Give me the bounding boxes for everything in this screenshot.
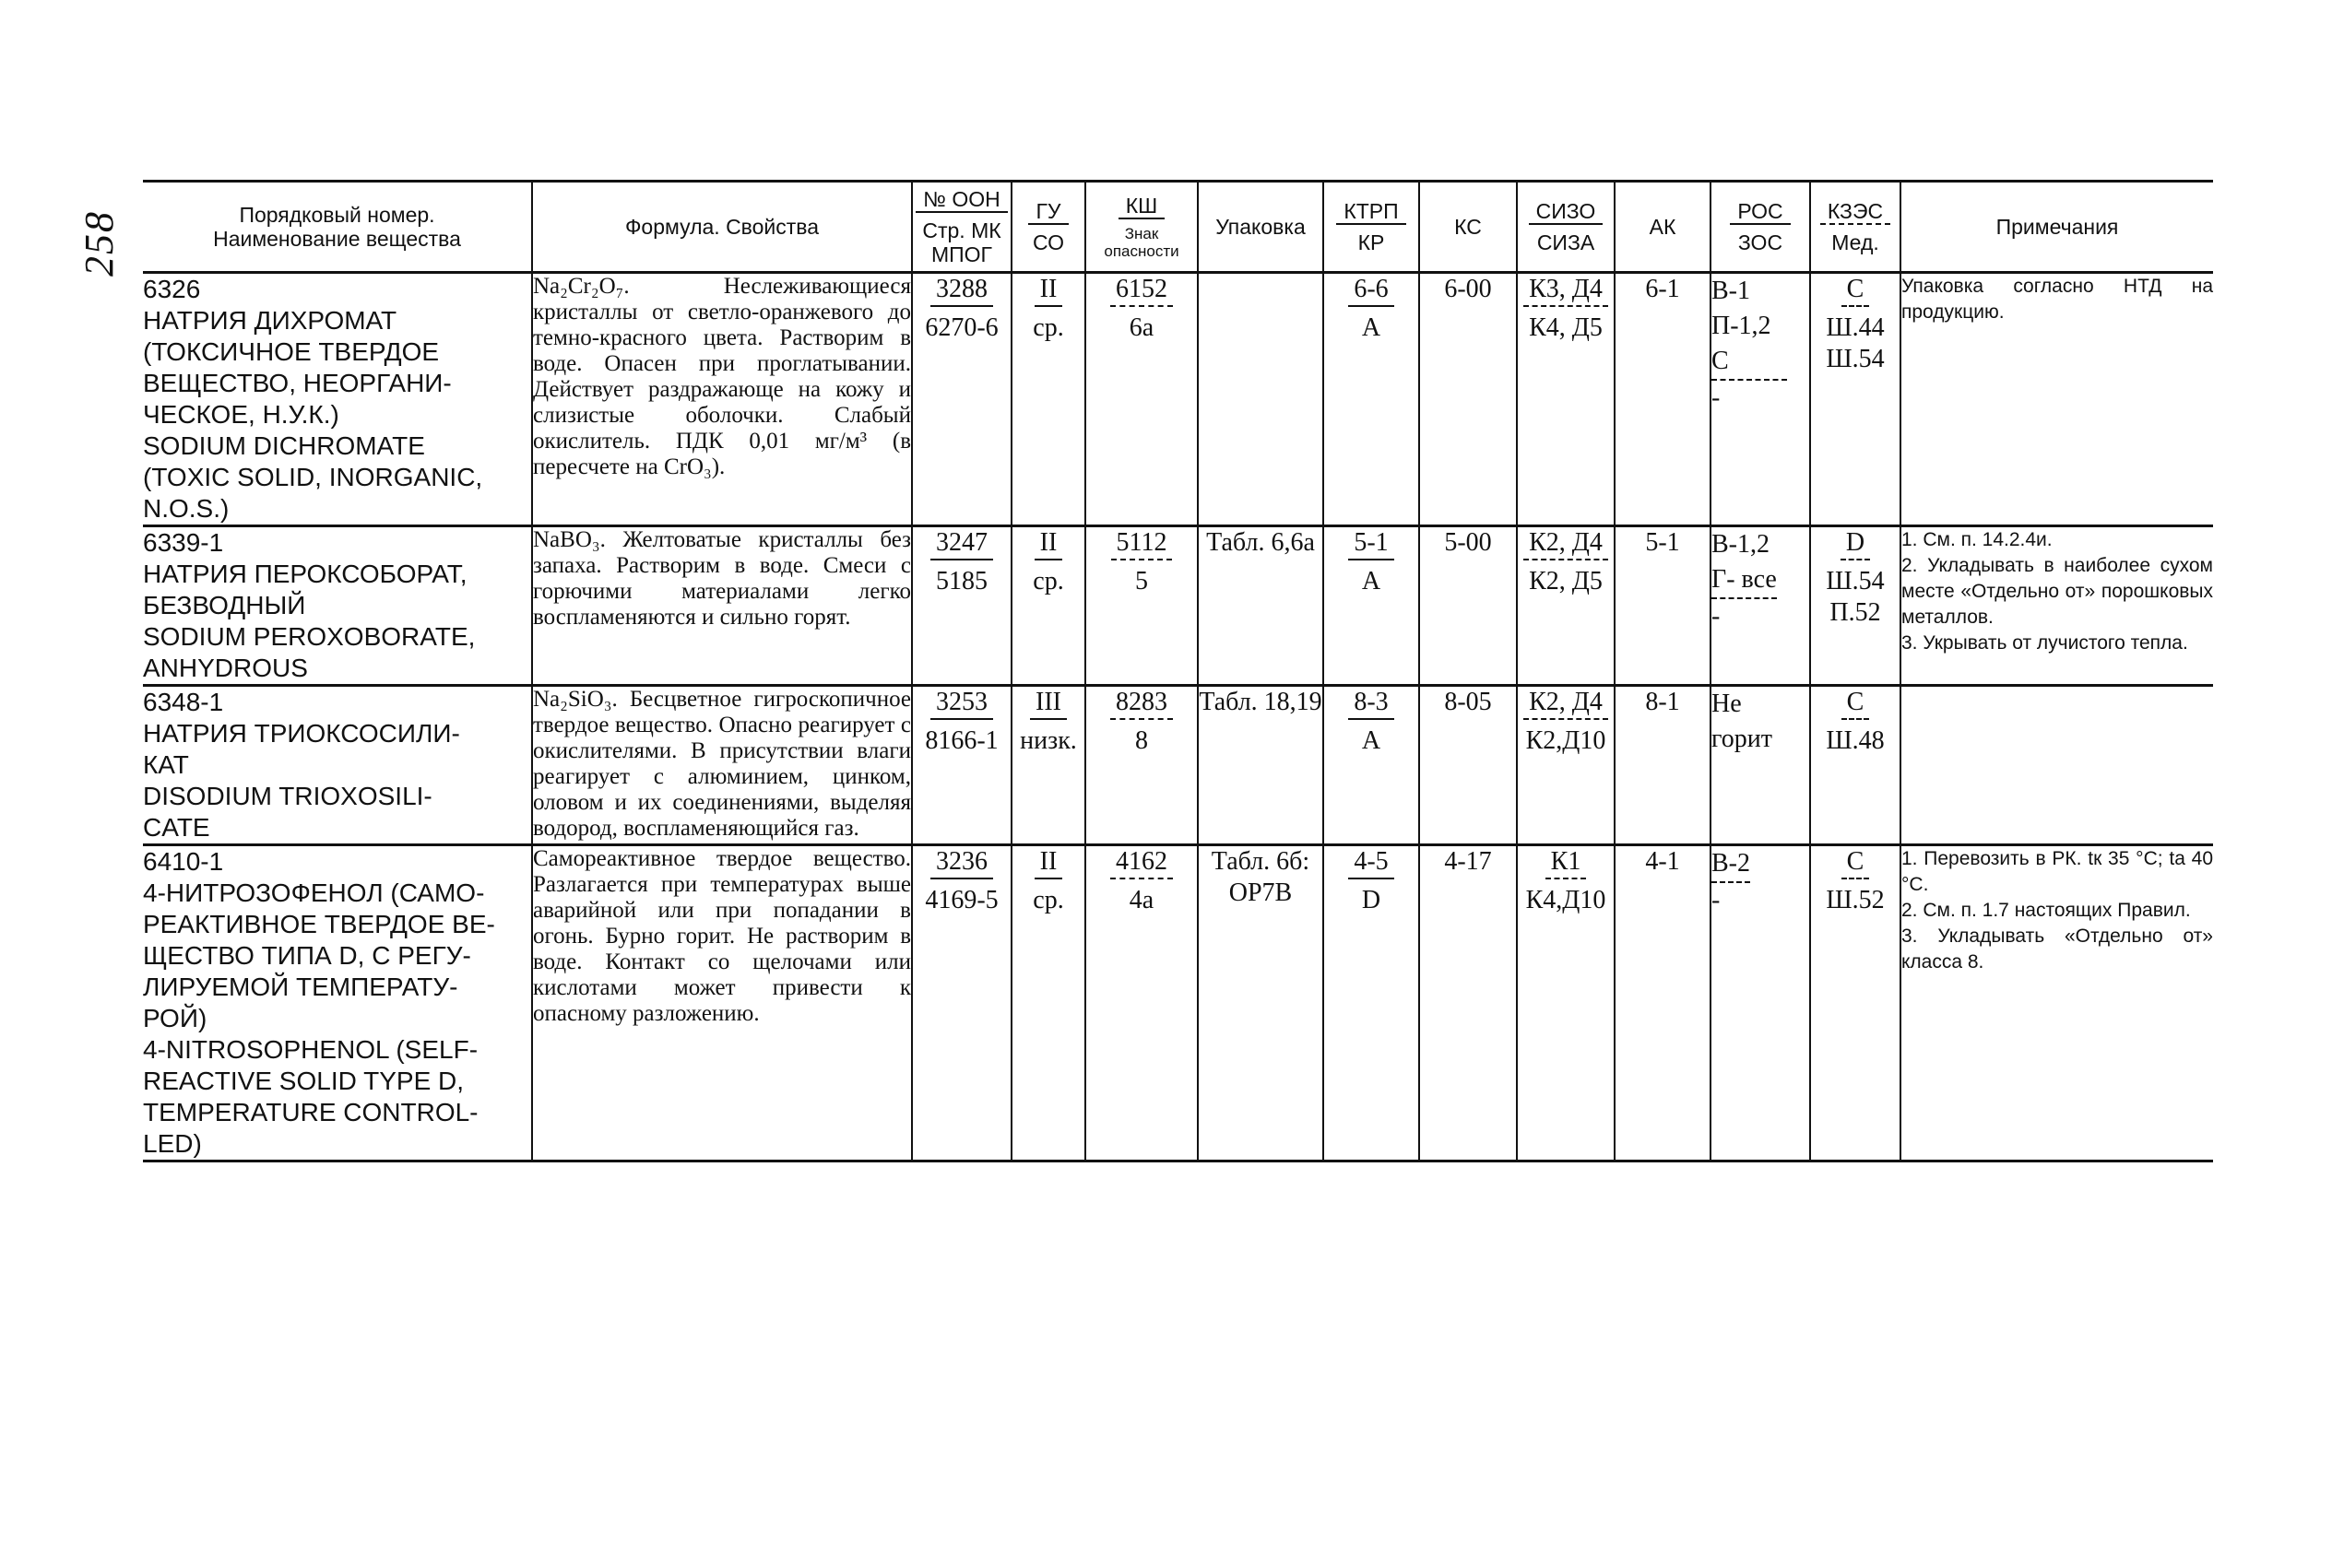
header-ktrp bbox=[1323, 182, 1419, 273]
note-item: Упаковка согласно НТД на продукцию. bbox=[1901, 276, 2213, 323]
substance-name-line: 4-НИТРОЗОФЕНОЛ (САМО- bbox=[143, 878, 485, 907]
med-value: Ш.52 bbox=[1826, 886, 1885, 914]
oon-cell bbox=[912, 845, 1012, 1161]
substance-name-cell bbox=[143, 686, 532, 845]
header-gu-top: ГУ bbox=[1028, 199, 1068, 225]
gu-cell bbox=[1012, 845, 1085, 1161]
sizo-bottom: К4, Д5 bbox=[1529, 313, 1603, 342]
ktrp-top: 5-1 bbox=[1348, 527, 1393, 560]
kzes-value: С bbox=[1841, 274, 1870, 307]
header-ksh bbox=[1085, 182, 1198, 273]
ak-cell: 5-1 bbox=[1615, 526, 1711, 686]
ksh-bottom: 6а bbox=[1129, 313, 1154, 342]
ros-cell bbox=[1711, 273, 1810, 526]
ksh-cell bbox=[1085, 526, 1198, 686]
substance-name-line: БЕЗВОДНЫЙ bbox=[143, 591, 306, 619]
sizo-top: К3, Д4 bbox=[1523, 274, 1608, 307]
ak-cell: 6-1 bbox=[1615, 273, 1711, 526]
ksh-top: 5112 bbox=[1111, 527, 1173, 560]
substance-name-line: ЩЕСТВО ТИПА D, С РЕГУ- bbox=[143, 941, 471, 970]
header-ros-bottom: ЗОС bbox=[1737, 230, 1783, 254]
substance-name-line: НАТРИЯ ДИХРОМАТ bbox=[143, 306, 397, 335]
ros-line: горит bbox=[1711, 725, 1773, 753]
ksh-cell bbox=[1085, 845, 1198, 1161]
med-value: Ш.48 bbox=[1826, 726, 1885, 755]
header-oon-bottom: Стр. МК МПОГ bbox=[922, 218, 1001, 266]
ros-line: С bbox=[1711, 344, 1787, 381]
oon-bottom: 8166-1 bbox=[925, 726, 999, 755]
substance-name-line: REACTIVE SOLID TYPE D, bbox=[143, 1067, 465, 1095]
med-value: П.52 bbox=[1829, 598, 1881, 627]
sizo-cell bbox=[1517, 526, 1615, 686]
header-ksh-top: КШ bbox=[1119, 194, 1165, 219]
notes-cell bbox=[1900, 526, 2213, 686]
ks-cell: 6-00 bbox=[1419, 273, 1517, 526]
sizo-top: К2, Д4 bbox=[1523, 687, 1608, 720]
med-value: Ш.44 bbox=[1826, 313, 1885, 342]
note-item: 2. Укладывать в наиболее сухом месте «Отдельно от» порошковых металлов. bbox=[1901, 555, 2213, 628]
substance-name-line: ЛИРУЕМОЙ ТЕМПЕРАТУ- bbox=[143, 973, 458, 1001]
ros-line: П-1,2 bbox=[1711, 312, 1771, 340]
substance-name-cell bbox=[143, 845, 532, 1161]
header-ks: КС bbox=[1419, 182, 1517, 273]
substance-name-line: ANHYDROUS bbox=[143, 654, 308, 682]
ktrp-bottom: А bbox=[1361, 567, 1381, 595]
substance-name-line: РЕАКТИВНОЕ ТВЕРДОЕ ВЕ- bbox=[143, 910, 495, 938]
table-row bbox=[143, 273, 2213, 526]
ksh-bottom: 4а bbox=[1129, 886, 1154, 914]
note-item: 3. Укладывать «Отдельно от» класса 8. bbox=[1901, 925, 2213, 973]
ros-line: В-1,2 bbox=[1711, 530, 1770, 559]
oon-bottom: 6270-6 bbox=[925, 313, 999, 342]
header-notes: Примечания bbox=[1900, 182, 2213, 273]
gu-bottom: низк. bbox=[1020, 726, 1077, 755]
ksh-top: 6152 bbox=[1110, 274, 1173, 307]
gu-bottom: ср. bbox=[1033, 886, 1064, 914]
oon-cell bbox=[912, 686, 1012, 845]
substance-name-line: SODIUM DICHROMATE bbox=[143, 431, 425, 460]
header-ksh-bottom: Знак опасности bbox=[1104, 225, 1179, 260]
ros-line: В-1 bbox=[1711, 277, 1750, 305]
ros-cell bbox=[1711, 845, 1810, 1161]
sizo-bottom: К2,Д10 bbox=[1525, 726, 1606, 755]
header-name-line1: Порядковый номер. bbox=[239, 203, 435, 227]
packing-cell: Табл. 6б: ОР7В bbox=[1198, 845, 1323, 1161]
kzes-cell bbox=[1810, 273, 1900, 526]
substance-name-line: НАТРИЯ ТРИОКСОСИЛИ- bbox=[143, 719, 460, 748]
substance-name-cell bbox=[143, 526, 532, 686]
header-oon-top: № ООН bbox=[916, 187, 1007, 213]
substance-name-line: 4-NITROSOPHENOL (SELF- bbox=[143, 1035, 479, 1064]
chemical-formula: Na₂SiO₃. bbox=[533, 687, 618, 712]
ktrp-top: 6-6 bbox=[1348, 274, 1393, 307]
ros-line: - bbox=[1711, 602, 1721, 631]
gu-top: II bbox=[1035, 274, 1063, 307]
ksh-cell bbox=[1085, 686, 1198, 845]
ktrp-bottom: А bbox=[1361, 726, 1381, 755]
sizo-cell bbox=[1517, 686, 1615, 845]
oon-top: 3247 bbox=[930, 527, 993, 560]
kzes-value: D bbox=[1841, 527, 1870, 560]
ksh-top: 4162 bbox=[1110, 846, 1173, 879]
table-row bbox=[143, 686, 2213, 845]
oon-top: 3253 bbox=[930, 687, 993, 720]
ktrp-cell bbox=[1323, 686, 1419, 845]
gu-cell bbox=[1012, 686, 1085, 845]
ktrp-cell bbox=[1323, 845, 1419, 1161]
header-kzes-top: КЗЭС bbox=[1820, 199, 1890, 225]
header-ak: АК bbox=[1615, 182, 1711, 273]
substance-number: 6410-1 bbox=[143, 847, 224, 876]
ros-line: - bbox=[1711, 383, 1721, 412]
ktrp-bottom: D bbox=[1361, 886, 1381, 914]
substance-name-line: LED) bbox=[143, 1129, 202, 1158]
ksh-cell bbox=[1085, 273, 1198, 526]
sizo-top: К1 bbox=[1545, 846, 1587, 879]
ros-line: Г- все bbox=[1711, 562, 1777, 599]
sizo-cell bbox=[1517, 273, 1615, 526]
ros-line: Не bbox=[1711, 690, 1742, 718]
med-value: Ш.54 bbox=[1826, 567, 1885, 595]
ros-line: - bbox=[1711, 886, 1721, 914]
header-formula: Формула. Свойства bbox=[532, 182, 912, 273]
ksh-top: 8283 bbox=[1110, 687, 1173, 720]
gu-cell bbox=[1012, 273, 1085, 526]
ktrp-cell bbox=[1323, 273, 1419, 526]
oon-top: 3236 bbox=[930, 846, 993, 879]
properties-cell bbox=[532, 526, 912, 686]
packing-cell: Табл. 6,6а bbox=[1198, 526, 1323, 686]
oon-bottom: 4169-5 bbox=[925, 886, 999, 914]
oon-cell bbox=[912, 273, 1012, 526]
ros-line: В-2 bbox=[1711, 846, 1750, 883]
substance-properties: Неслеживающиеся кристаллы от светло-оранжевого до темно-красного цвета. Растворим в воде. Опасен при проглатывании. Действует раздражающе на кожу и слизистые оболочки. Слабый окислитель. ПДК 0,01 мг/м³ (в пересчете на CrO₃). bbox=[533, 274, 911, 479]
oon-top: 3288 bbox=[930, 274, 993, 307]
properties-cell bbox=[532, 845, 912, 1161]
ks-cell: 5-00 bbox=[1419, 526, 1517, 686]
chemical-formula: Na₂Cr₂O₇. bbox=[533, 274, 630, 299]
kzes-cell bbox=[1810, 686, 1900, 845]
sizo-bottom: К2, Д5 bbox=[1529, 567, 1603, 595]
sizo-bottom: К4,Д10 bbox=[1525, 886, 1606, 914]
kzes-cell bbox=[1810, 845, 1900, 1161]
ks-cell: 8-05 bbox=[1419, 686, 1517, 845]
ak-cell: 4-1 bbox=[1615, 845, 1711, 1161]
note-item: 1. См. п. 14.2.4и. bbox=[1901, 529, 2053, 550]
substance-number: 6339-1 bbox=[143, 528, 224, 557]
header-ros-top: РОС bbox=[1730, 199, 1790, 225]
note-item: 2. См. п. 1.7 настоящих Правил. bbox=[1901, 900, 2191, 921]
substance-name-line: DISODIUM TRIOXOSILI- bbox=[143, 782, 432, 810]
notes-cell bbox=[1900, 845, 2213, 1161]
dangerous-goods-table bbox=[143, 180, 2213, 1162]
header-sizo-bottom: СИЗА bbox=[1536, 230, 1595, 254]
table-header-row bbox=[143, 182, 2213, 273]
page-number: 258 bbox=[77, 210, 122, 277]
header-gu-bottom: СО bbox=[1033, 230, 1064, 254]
substance-name-cell bbox=[143, 273, 532, 526]
ktrp-cell bbox=[1323, 526, 1419, 686]
gu-top: II bbox=[1035, 527, 1063, 560]
properties-cell bbox=[532, 686, 912, 845]
substance-properties: Бесцветное гигроскопичное твердое вещество. Опасно реагирует с окислителями. В присутствии влаги реагирует с алюминием, цинком, оловом и их соединениями, выделяя водород, воспламеняющийся газ. bbox=[533, 687, 912, 841]
header-name bbox=[143, 182, 532, 273]
notes-cell bbox=[1900, 273, 2213, 526]
gu-top: III bbox=[1030, 687, 1067, 720]
ros-cell bbox=[1711, 686, 1810, 845]
header-kzes-bottom: Мед. bbox=[1831, 230, 1879, 254]
substance-number: 6348-1 bbox=[143, 688, 224, 716]
ksh-bottom: 5 bbox=[1135, 567, 1148, 595]
table-row bbox=[143, 526, 2213, 686]
gu-bottom: ср. bbox=[1033, 567, 1064, 595]
substance-name-line: CATE bbox=[143, 813, 210, 842]
table-row bbox=[143, 845, 2213, 1161]
sizo-cell bbox=[1517, 845, 1615, 1161]
kzes-cell bbox=[1810, 526, 1900, 686]
substance-name-line: (ТОКСИЧНОЕ ТВЕРДОЕ bbox=[143, 337, 440, 366]
kzes-value: С bbox=[1841, 846, 1870, 879]
gu-cell bbox=[1012, 526, 1085, 686]
header-name-line2: Наименование вещества bbox=[213, 227, 461, 251]
gu-bottom: ср. bbox=[1033, 313, 1064, 342]
sizo-top: К2, Д4 bbox=[1523, 527, 1608, 560]
ktrp-top: 8-3 bbox=[1348, 687, 1393, 720]
substance-name-line: РОЙ) bbox=[143, 1004, 207, 1032]
substance-name-line: N.O.S.) bbox=[143, 494, 230, 523]
substance-name-line: КАТ bbox=[143, 750, 189, 779]
substance-name-line: ВЕЩЕСТВО, НЕОРГАНИ- bbox=[143, 369, 452, 397]
header-sizo-top: СИЗО bbox=[1529, 199, 1604, 225]
header-kzes bbox=[1810, 182, 1900, 273]
header-oon bbox=[912, 182, 1012, 273]
ksh-bottom: 8 bbox=[1135, 726, 1148, 755]
header-sizo bbox=[1517, 182, 1615, 273]
substance-name-line: (TOXIC SOLID, INORGANIC, bbox=[143, 463, 483, 491]
header-ros bbox=[1711, 182, 1810, 273]
ks-cell: 4-17 bbox=[1419, 845, 1517, 1161]
ktrp-top: 4-5 bbox=[1348, 846, 1393, 879]
substance-properties: Самореактивное твердое вещество. Разлагается при температурах выше аварийной или при попадании в огонь. Бурно горит. Не растворим в воде. Контакт со щелочами или кислотами может привести к опасному разложению. bbox=[533, 846, 911, 1026]
header-gu bbox=[1012, 182, 1085, 273]
substance-name-line: TEMPERATURE CONTROL- bbox=[143, 1098, 479, 1126]
ktrp-bottom: А bbox=[1361, 313, 1381, 342]
med-value: Ш.54 bbox=[1826, 345, 1885, 373]
oon-bottom: 5185 bbox=[936, 567, 988, 595]
substance-name-line: ЧЕСКОЕ, Н.У.К.) bbox=[143, 400, 339, 429]
packing-cell bbox=[1198, 273, 1323, 526]
chemical-formula: NaBO₃. bbox=[533, 527, 606, 552]
ros-cell bbox=[1711, 526, 1810, 686]
note-item: 3. Укрывать от лучистого тепла. bbox=[1901, 632, 2188, 654]
header-ktrp-bottom: КР bbox=[1357, 230, 1385, 254]
notes-cell bbox=[1900, 686, 2213, 845]
substance-properties: Желтоватые кристаллы без запаха. Растворим в воде. Смеси с горючими материалами легко воспламеняются и сильно горят. bbox=[533, 527, 912, 630]
substance-name-line: НАТРИЯ ПЕРОКСОБОРАТ, bbox=[143, 560, 468, 588]
gu-top: II bbox=[1035, 846, 1063, 879]
substance-name-line: SODIUM PEROXOBORATE, bbox=[143, 622, 476, 651]
header-ktrp-top: КТРП bbox=[1336, 199, 1405, 225]
kzes-value: С bbox=[1841, 687, 1870, 720]
packing-cell: Табл. 18,19 bbox=[1198, 686, 1323, 845]
properties-cell bbox=[532, 273, 912, 526]
oon-cell bbox=[912, 526, 1012, 686]
note-item: 1. Перевозить в РК. tк 35 °С; tа 40 °С. bbox=[1901, 848, 2213, 895]
ak-cell: 8-1 bbox=[1615, 686, 1711, 845]
header-packing: Упаковка bbox=[1198, 182, 1323, 273]
substance-number: 6326 bbox=[143, 275, 201, 303]
